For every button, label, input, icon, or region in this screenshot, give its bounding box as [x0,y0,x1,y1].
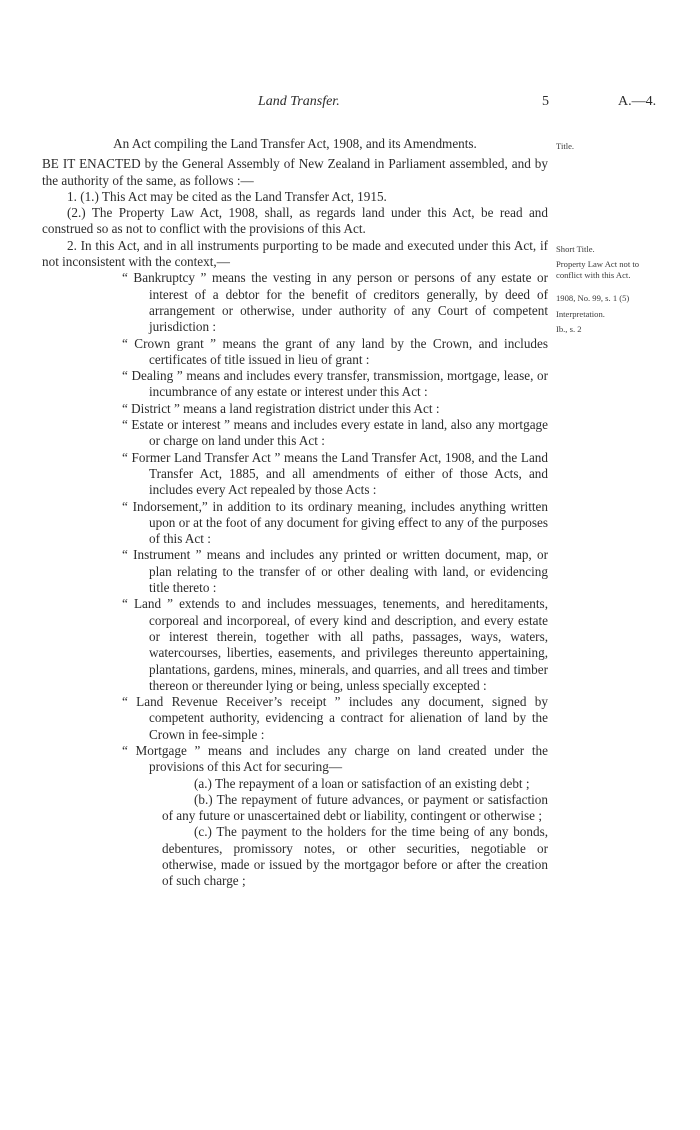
section-1-2: (2.) The Property Law Act, 1908, shall, as regards land under this Act, be read and construed so as not to conflict with the provisions of this Act. [42,205,548,237]
definition: “ Land ” extends to and includes messuages, tenements, and hereditaments, corporeal and incorporeal, of every kind and description, and every estate or interest therein, together with all paths, passages, ways, waters, watercourses, liberties, easements, and privileges thereunto appertaining, plantations, gardens, mines, minerals, and quarries, and all trees and timber thereon or thereunder lying or being, unless specially excepted : [122,596,548,693]
definition: “ Dealing ” means and includes every transfer, transmission, mortgage, lease, or incumbrance of any estate or interest under this Act : [122,368,548,400]
definition: “ Instrument ” means and includes any printed or written document, map, or plan relating to the transfer of or other dealing with land, or evidencing title thereto : [122,547,548,596]
definitions-list [122,270,548,889]
running-title: Land Transfer. [258,94,340,109]
mortgage-item: (b.) The repayment of future advances, or payment or satisfaction of any future or unascertained debt or liability, contingent or otherwise ; [162,791,548,824]
margin-note-property-law: Property Law Act not to conflict with this Act. [556,259,640,280]
definition: “ Bankruptcy ” means the vesting in any person or persons of any estate or interest of a debtor for the benefit of creditors generally, by deed of arrangement or otherwise, under authority of any Court of competent jurisdiction : [122,270,548,335]
page-number: 5 [542,94,549,109]
mortgage-item: (a.) The repayment of a loan or satisfaction of an existing debt ; [194,775,530,791]
margin-note-ref: 1908, No. 99, s. 1 (5) [556,293,630,303]
margin-note-interpretation: Interpretation. [556,309,605,319]
body-text [42,136,548,890]
section-2: 2. In this Act, and in all instruments purporting to be made and executed under this Act, if not inconsistent with the context,— [42,237,548,270]
enacting-clause: BE IT ENACTED by the General Assembly of New Zealand in Parliament assembled, and by the authority of the same, as follows :— [42,156,548,188]
definition: “ Estate or interest ” means and includes every estate in land, also any mortgage or charge on land under this Act : [122,417,548,449]
margin-note-ref: Ib., s. 2 [556,324,582,334]
act-title: An Act compiling the Land Transfer Act, 1908, and its Amendments. [113,136,477,151]
section-1-1: 1. (1.) This Act may be cited as the Land Transfer Act, 1915. [67,188,387,204]
definition: “ Mortgage ” means and includes any charge on land created under the provisions of this Act for securing— [122,742,548,775]
margin-note-short-title: Short Title. [556,244,595,254]
definition: “ Indorsement,” in addition to its ordinary meaning, includes anything written upon or at the foot of any document for giving effect to any of the purposes of this Act : [122,498,548,547]
document-code: A.—4. [618,94,657,109]
definition: “ Land Revenue Receiver’s receipt ” includes any document, signed by competent authority, evidencing a contract for alienation of land by the Crown in fee-simple : [122,694,548,742]
definition: “ District ” means a land registration district under this Act : [122,400,440,416]
mortgage-item: (c.) The payment to the holders for the time being of any bonds, debentures, promissory notes, or other securities, negotiable or otherwise, made or issued by the mortgagor before or after the creation of such charge ; [162,824,548,889]
definition: “ Former Land Transfer Act ” means the Land Transfer Act, 1908, and the Land Transfer Act, 1885, and all amendments of either of those Acts, and includes every Act repealed by those Acts : [122,449,548,498]
definition: “ Crown grant ” means the grant of any land by the Crown, and includes certificates of title issued in lieu of grant : [122,335,548,367]
margin-note-title: Title. [556,141,575,151]
